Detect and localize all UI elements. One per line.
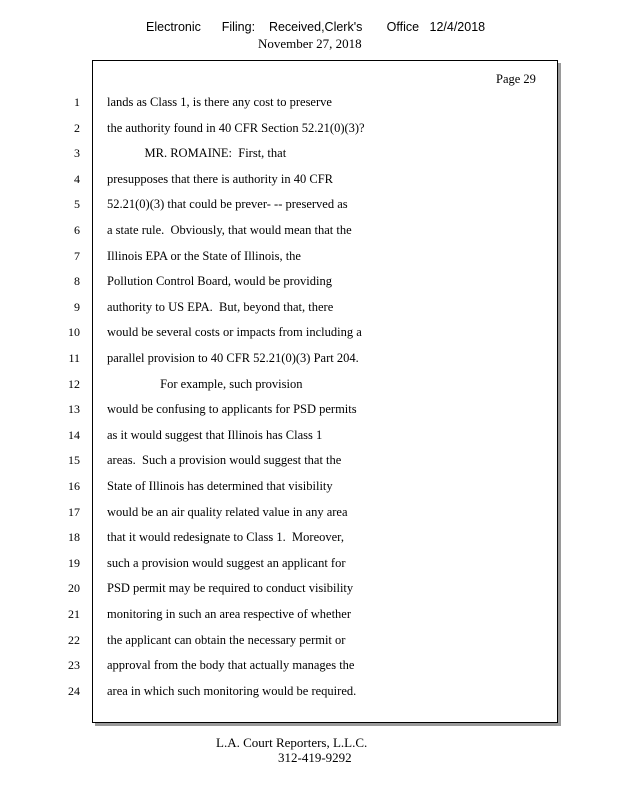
transcript-line: State of Illinois has determined that visibility [107,479,333,493]
transcript-line: such a provision would suggest an applicant for [107,556,346,570]
line-number: 20 [68,581,80,595]
line-number: 7 [74,249,80,263]
transcript-line: presupposes that there is authority in 40 CFR [107,172,334,186]
line-number: 23 [68,658,80,672]
line-number: 21 [68,607,80,621]
line-number: 15 [68,453,80,467]
transcript-line: MR. ROMAINE: First, that [107,146,287,160]
transcript-line: the applicant can obtain the necessary permit or [107,633,346,647]
transcript-line: authority to US EPA. But, beyond that, there [107,300,334,314]
line-number: 6 [74,223,80,237]
line-number: 24 [68,684,80,698]
transcript-line: monitoring in such an area respective of whether [107,607,352,621]
transcript-line: would be an air quality related value in any area [107,505,348,519]
line-number: 3 [74,146,80,160]
line-number: 22 [68,633,80,647]
footer-company: L.A. Court Reporters, L.L.C. [216,735,368,750]
line-number: 11 [68,351,80,365]
transcript-line: parallel provision to 40 CFR 52.21(0)(3) Part 204. [107,351,359,365]
transcript-line: Illinois EPA or the State of Illinois, the [107,249,301,263]
line-number: 8 [74,274,80,288]
transcript-line: approval from the body that actually manages the [107,658,355,672]
line-number: 19 [68,556,80,570]
transcript-line: 52.21(0)(3) that could be prever- -- preserved as [107,197,348,211]
transcript-line: PSD permit may be required to conduct visibility [107,581,354,595]
transcript-line: area in which such monitoring would be required. [107,684,357,698]
line-number: 2 [74,121,80,135]
line-number: 10 [68,325,80,339]
transcript-line: would be confusing to applicants for PSD permits [107,402,357,416]
line-number: 12 [68,377,80,391]
line-number: 13 [68,402,80,416]
page-number: Page 29 [496,72,536,86]
transcript-line: lands as Class 1, is there any cost to preserve [107,95,332,109]
transcript-line: would be several costs or impacts from including a [107,325,362,339]
line-number: 18 [68,530,80,544]
line-number: 9 [74,300,80,314]
line-number: 5 [74,197,80,211]
line-number: 1 [74,95,80,109]
transcript-line: Pollution Control Board, would be providing [107,274,332,288]
transcript-line: as it would suggest that Illinois has Class 1 [107,428,323,442]
footer-phone: 312-419-9292 [278,750,352,765]
transcript-line: areas. Such a provision would suggest that the [107,453,342,467]
transcript-date: November 27, 2018 [258,36,362,51]
line-number: 17 [68,505,80,519]
transcript-line: For example, such provision [107,377,303,391]
filing-stamp: Electronic Filing: Received,Clerk's Office 12/4/2018 [146,20,486,34]
line-number: 14 [68,428,80,442]
transcript-line: the authority found in 40 CFR Section 52.21(0)(3)? [107,121,365,135]
line-number: 4 [74,172,80,186]
transcript-line: that it would redesignate to Class 1. Moreover, [107,530,344,544]
line-number: 16 [68,479,80,493]
transcript-line: a state rule. Obviously, that would mean that the [107,223,352,237]
